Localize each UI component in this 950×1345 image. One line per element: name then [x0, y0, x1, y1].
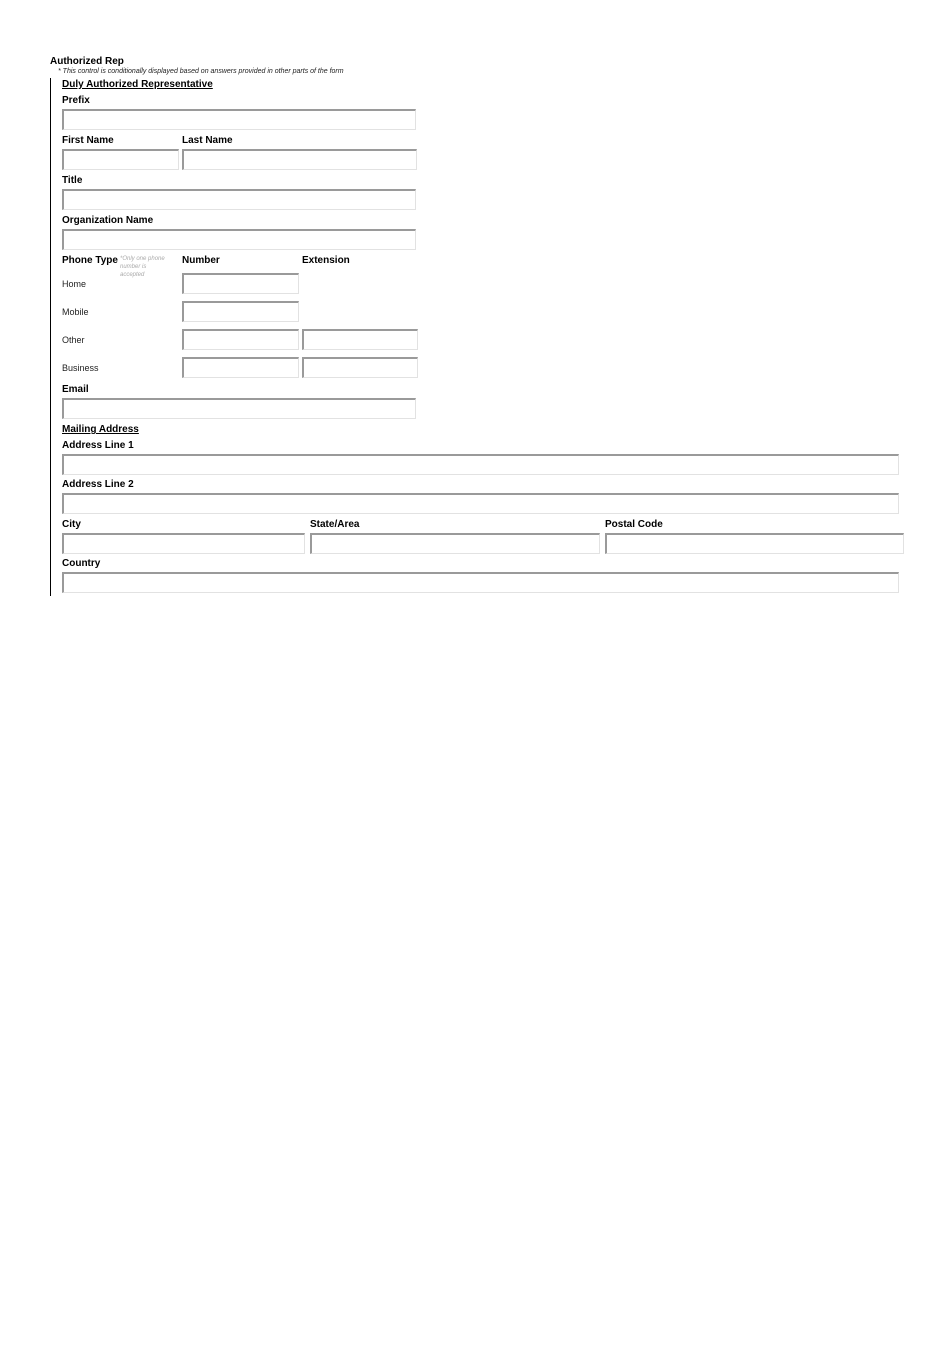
- phone-mobile-number-input[interactable]: [182, 301, 299, 322]
- phone-other-number-input[interactable]: [182, 329, 299, 350]
- title-label: Title: [62, 175, 83, 186]
- address-line-1-input[interactable]: [62, 454, 899, 475]
- phone-business-extension-input[interactable]: [302, 357, 418, 378]
- city-label: City: [62, 519, 81, 530]
- section-rule: [50, 78, 51, 596]
- form-title: Authorized Rep: [50, 56, 124, 67]
- organization-label: Organization Name: [62, 215, 154, 226]
- email-input[interactable]: [62, 398, 416, 419]
- phone-business-number-input[interactable]: [182, 357, 299, 378]
- first-name-label: First Name: [62, 135, 114, 146]
- phone-other-extension-input[interactable]: [302, 329, 418, 350]
- address-line-2-input[interactable]: [62, 493, 899, 514]
- mailing-section-title: Mailing Address: [62, 424, 139, 435]
- address-line-1-label: Address Line 1: [62, 440, 134, 451]
- city-input[interactable]: [62, 533, 305, 554]
- country-label: Country: [62, 558, 101, 569]
- extension-label: Extension: [302, 255, 350, 266]
- prefix-input[interactable]: [62, 109, 416, 130]
- state-input[interactable]: [310, 533, 600, 554]
- first-name-input[interactable]: [62, 149, 179, 170]
- country-input[interactable]: [62, 572, 899, 593]
- postal-code-label: Postal Code: [605, 519, 663, 530]
- email-label: Email: [62, 384, 89, 395]
- phone-type-business: Business: [62, 363, 99, 373]
- organization-input[interactable]: [62, 229, 416, 250]
- phone-type-mobile: Mobile: [62, 307, 89, 317]
- phone-type-label: Phone Type: [62, 255, 118, 266]
- phone-type-home: Home: [62, 279, 87, 289]
- postal-code-input[interactable]: [605, 533, 904, 554]
- title-input[interactable]: [62, 189, 416, 210]
- address-line-2-label: Address Line 2: [62, 479, 134, 490]
- phone-note: *Only one phone number is accepted: [120, 256, 165, 278]
- phone-home-number-input[interactable]: [182, 273, 299, 294]
- conditional-note: * This control is conditionally displayed based on answers provided in other parts of the form: [58, 68, 344, 75]
- last-name-label: Last Name: [182, 135, 233, 146]
- phone-type-other: Other: [62, 335, 85, 345]
- number-label: Number: [182, 255, 220, 266]
- prefix-label: Prefix: [62, 95, 90, 106]
- rep-section-title: Duly Authorized Representative: [62, 79, 213, 90]
- state-label: State/Area: [310, 519, 360, 530]
- last-name-input[interactable]: [182, 149, 417, 170]
